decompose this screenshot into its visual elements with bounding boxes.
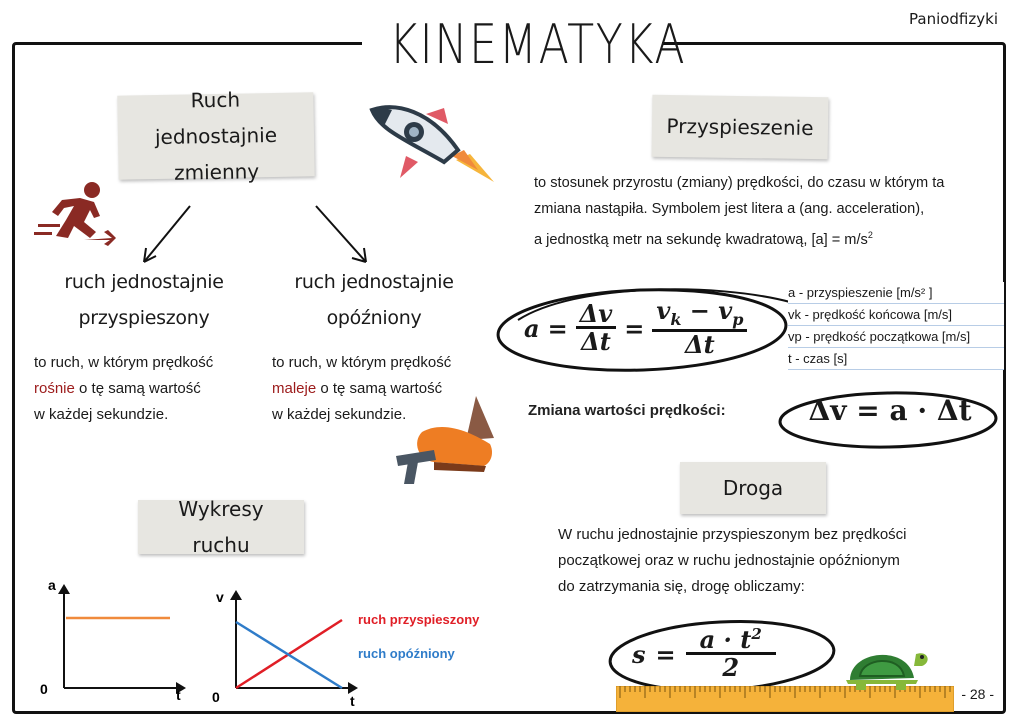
accel-title-line-1: ruch jednostajnie — [64, 271, 224, 293]
accel-def-line-3 — [534, 222, 1004, 253]
distance-num-text: a · t — [699, 624, 752, 654]
graph-v-decelerated-label: ruch opóźniony — [358, 646, 455, 661]
accel-def-exponent: 2 — [867, 230, 873, 240]
distance-equals: = — [655, 639, 676, 669]
distance-denominator: 2 — [722, 652, 740, 682]
accel-text-line-3: w każdej sekundzie. — [34, 406, 169, 423]
formula-fraction-1 — [576, 298, 617, 356]
rocket-icon — [366, 100, 496, 200]
distance-text — [558, 522, 988, 600]
turtle-icon — [846, 632, 932, 692]
page-number: - 28 - — [961, 686, 994, 702]
decel-keyword: maleje — [272, 380, 317, 397]
accel-text-line-1: to ruch, w którym prędkość — [34, 354, 214, 371]
graph-acceleration — [30, 576, 200, 702]
formula-num-2 — [652, 298, 747, 332]
acceleration-formula — [524, 288, 747, 368]
formula-sub-p: p — [732, 309, 744, 329]
formula-sub-k: k — [670, 309, 682, 329]
graph-a-ylabel: a — [48, 577, 56, 593]
distance-fraction — [686, 624, 776, 682]
graph-v-origin: 0 — [212, 689, 220, 705]
card-line-2: zmienny — [173, 159, 260, 185]
distance-formula — [632, 616, 776, 692]
formula-v-final: v — [656, 296, 671, 325]
graph-v-accelerated-label: ruch przyspieszony — [358, 612, 480, 627]
formula-den-1: Δt — [581, 326, 611, 356]
accelerated-motion-heading — [40, 264, 248, 336]
velocity-change-label: Zmiana wartości prędkości: — [528, 402, 726, 419]
distance-lhs: s — [632, 639, 646, 669]
formula-den-2: Δt — [685, 329, 715, 359]
graph-a-origin: 0 — [40, 681, 48, 697]
accelerated-motion-text — [34, 350, 264, 428]
legend-item: t - czas [s] — [788, 351, 848, 366]
formula-equals-1: = — [547, 313, 568, 343]
accel-title-line-2: przyspieszony — [78, 307, 210, 329]
distance-text-line-2: początkowej oraz w ruchu jednostajnie opóźnionym — [558, 552, 900, 569]
accel-def-line-3-text: a jednostką metr na sekundę kwadratową, [a] = m/s — [534, 231, 868, 248]
runner-icon — [34, 180, 116, 250]
acceleration-definition — [534, 170, 1004, 253]
velocity-change-formula: Δv = a · Δt — [808, 394, 972, 427]
graph-v-ylabel: v — [216, 589, 224, 605]
decelerated-motion-heading — [270, 264, 478, 336]
brand-logo: Paniodfizyki — [909, 10, 998, 28]
formula-minus: − — [681, 296, 719, 325]
section-card-acceleration: Przyspieszenie — [652, 95, 829, 159]
formula-equals-2: = — [624, 313, 645, 343]
variables-legend — [788, 282, 1004, 370]
graph-v-xlabel: t — [350, 693, 355, 709]
accel-def-line-2: zmiana nastąpiła. Symbolem jest litera a (ang. acceleration), — [534, 201, 925, 217]
section-card-distance: Droga — [680, 462, 826, 514]
distance-text-line-3: do zatrzymania się, drogę obliczamy: — [558, 578, 805, 595]
accel-keyword: rośnie — [34, 380, 75, 397]
page-title: KINEMATYKA — [389, 13, 687, 76]
distance-numerator — [686, 624, 776, 655]
formula-lhs: a — [524, 313, 540, 343]
card-line-1: Ruch jednostajnie — [154, 87, 278, 150]
accel-text-line-2 — [34, 376, 264, 402]
graph-velocity — [206, 586, 506, 712]
decel-text-line-3: w każdej sekundzie. — [272, 406, 407, 423]
graph-a-xlabel: t — [176, 687, 181, 702]
decel-text-rest: o tę samą wartość — [316, 380, 443, 397]
graph-a-y-arrow — [58, 584, 70, 594]
accel-def-line-1: to stosunek przyrostu (zmiany) prędkości, do czasu w którym ta — [534, 175, 945, 191]
decel-title-line-2: opóźniony — [326, 307, 422, 329]
section-card-uniform-motion — [117, 87, 314, 185]
branch-arrows — [130, 200, 380, 270]
kick-icon — [394, 392, 498, 486]
section-card-motion-graphs: Wykresy ruchu — [138, 500, 304, 554]
decel-text-line-1: to ruch, w którym prędkość — [272, 354, 452, 371]
graph-v-y-arrow — [230, 590, 242, 600]
decel-title-line-1: ruch jednostajnie — [294, 271, 454, 293]
distance-exponent: 2 — [751, 624, 762, 643]
legend-item: vp - prędkość początkowa [m/s] — [788, 329, 971, 344]
formula-v-initial: v — [718, 296, 733, 325]
legend-item: vk - prędkość końcowa [m/s] — [788, 307, 952, 322]
formula-fraction-2 — [652, 298, 747, 358]
legend-item: a - przyspieszenie [m/s² ] — [788, 285, 933, 300]
accel-text-rest: o tę samą wartość — [74, 380, 201, 397]
formula-num-1: Δv — [576, 301, 617, 329]
distance-text-line-1: W ruchu jednostajnie przyspieszonym bez prędkości — [558, 526, 907, 543]
